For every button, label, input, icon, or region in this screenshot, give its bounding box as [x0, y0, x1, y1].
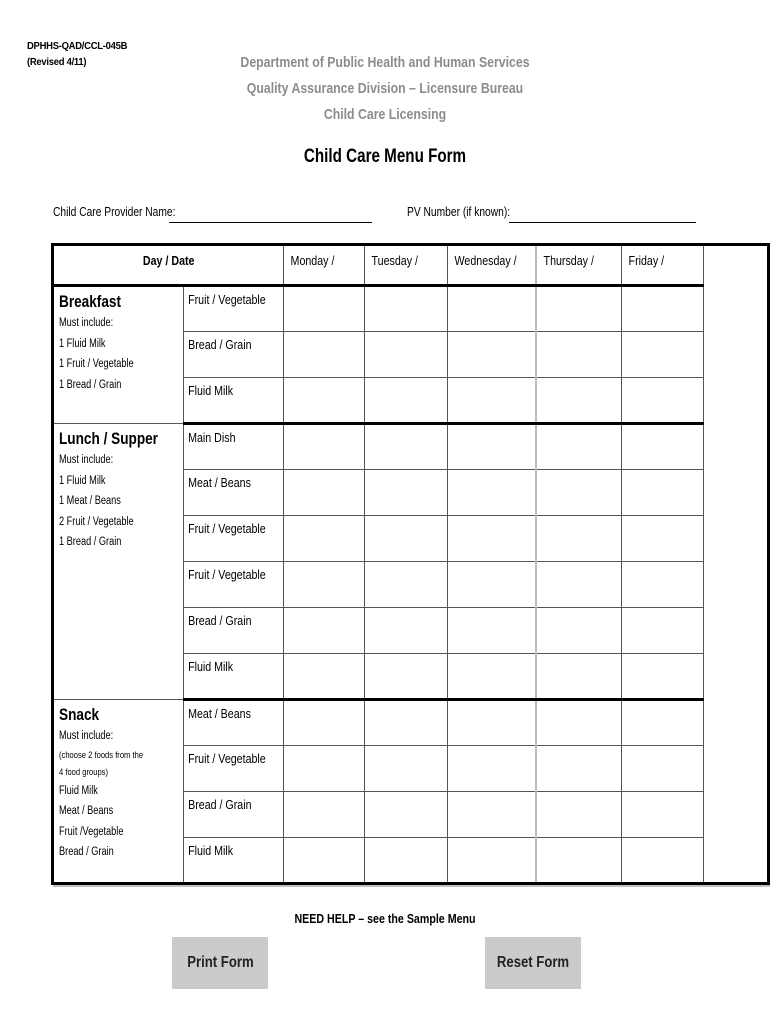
bureau-name: Child Care Licensing: [323, 106, 447, 123]
menu-cell: [447, 332, 536, 378]
lunch-meat-thursday-input[interactable]: [537, 470, 621, 488]
lunch-milk-tuesday-input[interactable]: [365, 654, 446, 672]
lunch-fruit2-thursday-input[interactable]: [537, 562, 621, 580]
menu-cell: [365, 332, 447, 378]
lunch-fruit1-thursday-input[interactable]: [537, 516, 621, 534]
header-friday: Friday /: [621, 245, 703, 286]
menu-cell: [365, 424, 447, 470]
menu-cell: [621, 286, 703, 332]
component-label: Bread / Grain: [183, 332, 284, 378]
lunch-main-monday-input[interactable]: [284, 425, 364, 443]
snack-milk-wednesday-input[interactable]: [448, 838, 536, 856]
menu-cell: [284, 746, 365, 792]
meal-snack: Snack Must include: (choose 2 foods from the 4 food groups) Fluid Milk Meat / Beans Fruit /Vegetable Bread / Grain: [53, 700, 184, 884]
menu-cell: [536, 516, 621, 562]
lunch-bread-tuesday-input[interactable]: [365, 608, 446, 626]
reset-form-button[interactable]: Reset Form: [485, 937, 581, 989]
menu-cell: [365, 608, 447, 654]
menu-cell: [447, 700, 536, 746]
menu-cell: [284, 700, 365, 746]
menu-cell: [536, 424, 621, 470]
breakfast-milk-tuesday-input[interactable]: [365, 378, 446, 396]
pv-number-underline: [509, 222, 696, 223]
meal-lunch-supper: Lunch / Supper Must include: 1 Fluid Milk 1 Meat / Beans 2 Fruit / Vegetable 1 Bread / Grain: [53, 424, 184, 700]
component-label: Fruit / Vegetable: [183, 562, 284, 608]
header-wednesday: Wednesday /: [447, 245, 536, 286]
breakfast-fruit-monday-input[interactable]: [284, 287, 364, 305]
menu-cell: [621, 516, 703, 562]
menu-cell: [536, 654, 621, 700]
table-row: [53, 700, 769, 746]
menu-cell: [284, 424, 365, 470]
menu-cell: [284, 838, 365, 884]
menu-cell: [447, 286, 536, 332]
menu-cell: [284, 608, 365, 654]
lunch-fruit1-friday-input[interactable]: [622, 516, 703, 534]
menu-cell: [447, 838, 536, 884]
print-form-button[interactable]: Print Form: [172, 937, 268, 989]
lunch-fruit2-monday-input[interactable]: [284, 562, 364, 580]
menu-cell: [621, 792, 703, 838]
menu-cell: [621, 700, 703, 746]
lunch-meat-tuesday-input[interactable]: [365, 470, 446, 488]
menu-cell: [621, 378, 703, 424]
menu-cell: [365, 286, 447, 332]
menu-cell: [536, 332, 621, 378]
menu-cell: [447, 608, 536, 654]
lunch-fruit2-tuesday-input[interactable]: [365, 562, 446, 580]
table-row: [53, 286, 769, 332]
component-label: Fluid Milk: [183, 378, 284, 424]
menu-cell: [447, 424, 536, 470]
menu-cell: [284, 792, 365, 838]
snack-bread-wednesday-input[interactable]: [448, 792, 536, 810]
lunch-fruit1-tuesday-input[interactable]: [365, 516, 446, 534]
snack-meat-monday-input[interactable]: [284, 701, 364, 719]
component-label: Fruit / Vegetable: [183, 516, 284, 562]
component-label: Fluid Milk: [183, 838, 284, 884]
lunch-milk-friday-input[interactable]: [622, 654, 703, 672]
menu-cell: [284, 332, 365, 378]
breakfast-milk-wednesday-input[interactable]: [448, 378, 536, 396]
menu-cell: [536, 562, 621, 608]
snack-fruit-friday-input[interactable]: [622, 746, 703, 764]
menu-cell: [536, 470, 621, 516]
snack-bread-friday-input[interactable]: [622, 792, 703, 810]
component-label: Fruit / Vegetable: [183, 746, 284, 792]
menu-cell: [536, 746, 621, 792]
header-monday: Monday /: [284, 245, 365, 286]
menu-cell: [284, 516, 365, 562]
breakfast-bread-wednesday-input[interactable]: [448, 332, 536, 350]
lunch-fruit1-wednesday-input[interactable]: [448, 516, 536, 534]
provider-name-field[interactable]: [169, 204, 372, 223]
component-label: Bread / Grain: [183, 608, 284, 654]
lunch-fruit1-monday-input[interactable]: [284, 516, 364, 534]
menu-cell: [621, 424, 703, 470]
menu-cell: [621, 332, 703, 378]
snack-milk-monday-input[interactable]: [284, 838, 364, 856]
snack-bread-thursday-input[interactable]: [537, 792, 621, 810]
menu-cell: [365, 516, 447, 562]
lunch-milk-wednesday-input[interactable]: [448, 654, 536, 672]
lunch-bread-wednesday-input[interactable]: [448, 608, 536, 626]
snack-fruit-thursday-input[interactable]: [537, 746, 621, 764]
menu-cell: [365, 792, 447, 838]
menu-cell: [365, 378, 447, 424]
breakfast-bread-thursday-input[interactable]: [537, 332, 621, 350]
menu-table: [51, 243, 770, 885]
menu-cell: [621, 838, 703, 884]
menu-cell: [621, 608, 703, 654]
provider-name-input[interactable]: [169, 205, 372, 221]
breakfast-fruit-thursday-input[interactable]: [537, 287, 621, 305]
snack-milk-thursday-input[interactable]: [537, 838, 621, 856]
component-label: Meat / Beans: [183, 470, 284, 516]
lunch-meat-friday-input[interactable]: [622, 470, 703, 488]
lunch-main-friday-input[interactable]: [622, 425, 703, 443]
menu-cell: [536, 792, 621, 838]
lunch-meat-wednesday-input[interactable]: [448, 470, 536, 488]
menu-cell: [284, 378, 365, 424]
provider-name-label: Child Care Provider Name:: [53, 205, 176, 219]
breakfast-milk-thursday-input[interactable]: [537, 378, 621, 396]
breakfast-fruit-wednesday-input[interactable]: [448, 287, 536, 305]
snack-fruit-tuesday-input[interactable]: [365, 746, 446, 764]
snack-milk-tuesday-input[interactable]: [365, 838, 446, 856]
lunch-milk-thursday-input[interactable]: [537, 654, 621, 672]
department-name: Department of Public Health and Human Services: [240, 54, 530, 71]
breakfast-fruit-friday-input[interactable]: [622, 287, 703, 305]
breakfast-bread-friday-input[interactable]: [622, 332, 703, 350]
menu-cell: [365, 838, 447, 884]
menu-cell: [365, 654, 447, 700]
snack-meat-wednesday-input[interactable]: [448, 701, 536, 719]
lunch-meat-monday-input[interactable]: [284, 470, 364, 488]
breakfast-milk-friday-input[interactable]: [622, 378, 703, 396]
menu-cell: [447, 746, 536, 792]
component-label: Meat / Beans: [183, 700, 284, 746]
menu-cell: [621, 562, 703, 608]
table-row: [53, 424, 769, 470]
breakfast-fruit-tuesday-input[interactable]: [365, 287, 446, 305]
table-header-row: [53, 245, 769, 286]
breakfast-bread-monday-input[interactable]: [284, 332, 364, 350]
pv-number-label: PV Number (if known):: [407, 205, 511, 219]
menu-cell: [447, 516, 536, 562]
menu-cell: [536, 286, 621, 332]
day-date-header: Day / Date: [53, 245, 284, 286]
snack-meat-thursday-input[interactable]: [537, 701, 621, 719]
menu-cell: [621, 470, 703, 516]
menu-cell: [447, 562, 536, 608]
menu-cell: [284, 654, 365, 700]
revision-date: (Revised 4/11): [27, 56, 87, 68]
header-tuesday: Tuesday /: [365, 245, 447, 286]
menu-cell: [536, 378, 621, 424]
snack-meat-tuesday-input[interactable]: [365, 701, 446, 719]
pv-number-field[interactable]: [509, 204, 696, 223]
snack-fruit-wednesday-input[interactable]: [448, 746, 536, 764]
snack-meat-friday-input[interactable]: [622, 701, 703, 719]
menu-cell: [284, 470, 365, 516]
menu-cell: [536, 838, 621, 884]
page-title: Child Care Menu Form: [303, 146, 467, 167]
component-label: Fruit / Vegetable: [183, 286, 284, 332]
snack-bread-monday-input[interactable]: [284, 792, 364, 810]
menu-cell: [447, 792, 536, 838]
lunch-bread-monday-input[interactable]: [284, 608, 364, 626]
menu-cell: [621, 654, 703, 700]
lunch-fruit2-wednesday-input[interactable]: [448, 562, 536, 580]
component-label: Main Dish: [183, 424, 284, 470]
menu-cell: [284, 286, 365, 332]
menu-cell: [621, 746, 703, 792]
lunch-fruit2-friday-input[interactable]: [622, 562, 703, 580]
breakfast-bread-tuesday-input[interactable]: [365, 332, 446, 350]
menu-cell: [536, 608, 621, 654]
pv-number-input[interactable]: [509, 205, 696, 221]
menu-cell: [447, 470, 536, 516]
provider-name-underline: [169, 222, 372, 223]
header-thursday: Thursday /: [536, 245, 621, 286]
form-identifier: [27, 38, 127, 70]
lunch-bread-friday-input[interactable]: [622, 608, 703, 626]
snack-bread-tuesday-input[interactable]: [365, 792, 446, 810]
lunch-main-thursday-input[interactable]: [537, 425, 621, 443]
snack-fruit-monday-input[interactable]: [284, 746, 364, 764]
menu-cell: [365, 746, 447, 792]
snack-milk-friday-input[interactable]: [622, 838, 703, 856]
lunch-main-wednesday-input[interactable]: [448, 425, 536, 443]
menu-cell: [447, 654, 536, 700]
menu-cell: [284, 562, 365, 608]
sample-menu-link[interactable]: NEED HELP – see the Sample Menu: [294, 911, 476, 926]
breakfast-milk-monday-input[interactable]: [284, 378, 364, 396]
component-label: Bread / Grain: [183, 792, 284, 838]
lunch-milk-monday-input[interactable]: [284, 654, 364, 672]
menu-cell: [365, 700, 447, 746]
lunch-main-tuesday-input[interactable]: [365, 425, 446, 443]
division-name: Quality Assurance Division – Licensure Bureau: [246, 80, 524, 97]
component-label: Fluid Milk: [183, 654, 284, 700]
menu-cell: [365, 470, 447, 516]
menu-cell: [536, 700, 621, 746]
menu-cell: [365, 562, 447, 608]
meal-breakfast: Breakfast Must include: 1 Fluid Milk 1 Fruit / Vegetable 1 Bread / Grain: [53, 286, 184, 424]
form-id: DPHHS-QAD/CCL-045B: [27, 40, 128, 52]
lunch-bread-thursday-input[interactable]: [537, 608, 621, 626]
menu-cell: [447, 378, 536, 424]
